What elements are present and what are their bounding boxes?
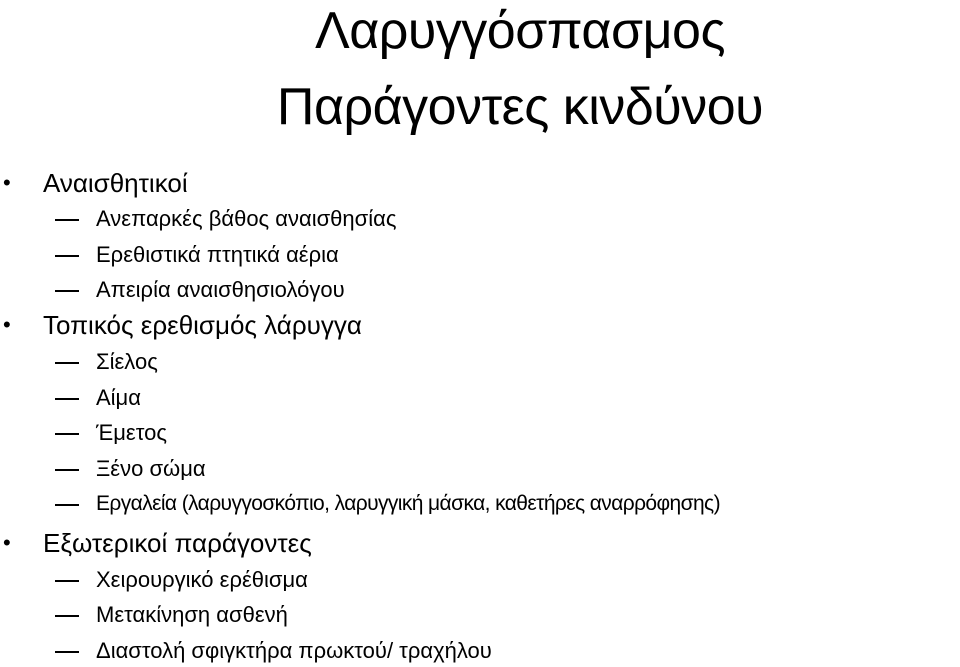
dash-icon	[55, 433, 79, 435]
list-item-text: Έμετος	[96, 420, 167, 445]
slide-title: Λαρυγγόσπασμος	[314, 2, 726, 60]
list-item-text: Αναισθητικοί	[43, 168, 188, 198]
bullet-icon: •	[3, 530, 11, 555]
slide-subtitle: Παράγοντες κινδύνου	[276, 78, 764, 136]
dash-icon	[55, 504, 79, 506]
dash-icon	[55, 651, 79, 653]
dash-icon	[55, 219, 79, 221]
list-item-text: Εργαλεία (λαρυγγοσκόπιο, λαρυγγική μάσκα, καθετήρες αναρρόφησης)	[96, 492, 720, 515]
list-item-text: Αίμα	[96, 385, 141, 410]
list-item-text: Ανεπαρκές βάθος αναισθησίας	[96, 206, 397, 231]
dash-icon	[55, 469, 79, 471]
dash-icon	[55, 290, 79, 292]
dash-icon	[55, 615, 79, 617]
dash-icon	[55, 362, 79, 364]
list-item-text: Σίελος	[96, 349, 158, 374]
list-item-text: Χειρουργικό ερέθισμα	[96, 567, 308, 592]
dash-icon	[55, 255, 79, 257]
list-item-text: Ξένο σώμα	[96, 456, 206, 481]
dash-icon	[55, 580, 79, 582]
list-item-text: Εξωτερικοί παράγοντες	[43, 528, 312, 558]
list-item-text: Απειρία αναισθησιολόγου	[96, 277, 345, 302]
list-item-text: Ερεθιστικά πτητικά αέρια	[96, 242, 339, 267]
bullet-icon: •	[3, 170, 11, 195]
list-item-text: Διαστολή σφιγκτήρα πρωκτού/ τραχήλου	[96, 638, 492, 663]
bullet-icon: •	[3, 312, 11, 337]
dash-icon	[55, 398, 79, 400]
list-item-text: Μετακίνηση ασθενή	[96, 602, 288, 627]
list-item-text: Τοπικός ερεθισμός λάρυγγα	[43, 310, 362, 340]
